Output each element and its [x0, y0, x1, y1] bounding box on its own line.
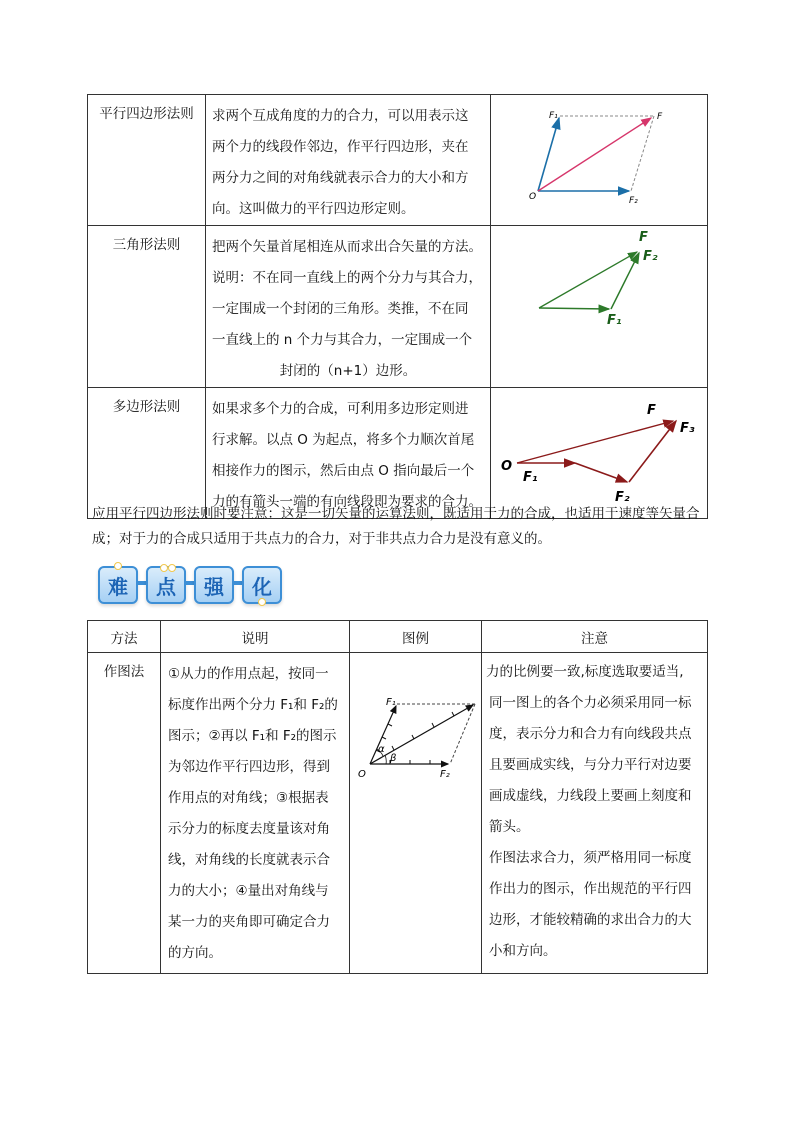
- text-line: 标度作出两个分力 F₁和 F₂的: [168, 697, 338, 713]
- graphic-method-figure: [350, 653, 482, 974]
- note-paragraph: [486, 657, 703, 843]
- f1-arrow: [539, 308, 609, 309]
- table-header-row: [88, 621, 708, 653]
- text-line: 度，表示分力和合力有向线段共点: [489, 726, 692, 742]
- text-line: 两分力之间的对角线就表示合力的大小和方: [212, 170, 469, 186]
- force-rules-table: [87, 94, 708, 519]
- text-line: 作出力的图示，作出规范的平行四: [489, 881, 692, 897]
- text-line: 把两个矢量首尾相连从而求出合矢量的方法。: [212, 239, 482, 255]
- text-line: 同一图上的各个力必须采用同一标: [489, 695, 692, 711]
- text-line: 示分力的标度去度量该对角: [168, 821, 330, 837]
- header-method: 方法: [88, 621, 161, 653]
- origin-label: O: [358, 769, 366, 780]
- banner-char: 难: [98, 566, 138, 604]
- text-line: 求两个互成角度的力的合力，可以用表示这: [212, 108, 469, 124]
- f1-label: F₁: [549, 111, 558, 121]
- table-row: [88, 388, 708, 519]
- text-line: ①从力的作用点起，按同一: [168, 666, 329, 682]
- rule-description: [206, 388, 491, 519]
- note-paragraph: [489, 843, 703, 967]
- resultant-arrow: [517, 421, 673, 463]
- banner-char: 强: [194, 566, 234, 604]
- f3-label: F₃: [680, 421, 695, 436]
- method-notes: [482, 653, 708, 974]
- resultant-arrow: [539, 252, 637, 308]
- f2-label: F₂: [629, 196, 638, 206]
- f1-label: F₁: [386, 697, 396, 708]
- text-line: 两个力的线段作邻边，作平行四边形，夹在: [212, 139, 469, 155]
- text-line: 小和方向。: [489, 943, 557, 959]
- graphic-method-diagram: [350, 653, 482, 783]
- parallelogram-figure: [491, 95, 708, 226]
- text-line: 力的大小；④量出对角线与: [168, 883, 329, 899]
- decor-dot: [160, 564, 168, 572]
- text-line: 说明：不在同一直线上的两个分力与其合力，: [212, 270, 482, 286]
- alpha-label: α: [378, 744, 385, 755]
- text-line: 边形，才能较精确的求出合力的大: [489, 912, 692, 928]
- f2-label: F₂: [440, 769, 450, 780]
- rule-description: [206, 95, 491, 226]
- f2-label: F₂: [615, 490, 630, 505]
- beta-label: β: [390, 753, 397, 764]
- text-line: 力的有箭头一端的有向线段即为要求的合力。: [212, 494, 482, 510]
- text-line: 箭头。: [489, 819, 530, 835]
- text-line: 一直线上的 n 个力与其合力，一定围成一个: [212, 332, 473, 348]
- dashed-side: [631, 116, 654, 191]
- rule-description: [206, 226, 491, 388]
- text-line: 力的比例要一致,标度选取要适当,: [486, 664, 684, 680]
- f1-label: F₁: [607, 313, 622, 328]
- banner-char: 点: [146, 566, 186, 604]
- header-notes: 注意: [482, 621, 708, 653]
- rule-name: 平行四边形法则: [88, 95, 206, 226]
- f-label: F: [639, 230, 648, 245]
- polygon-diagram: [491, 388, 708, 513]
- text-line: 的方向。: [168, 945, 222, 961]
- beta-arc: [385, 755, 386, 764]
- parallelogram-diagram: [491, 95, 708, 222]
- polygon-figure: [491, 388, 708, 519]
- text-line: 线，对角线的长度就表示合: [168, 852, 330, 868]
- text-line: 向。这叫做力的平行四边形定则。: [212, 201, 415, 217]
- table-row: [88, 226, 708, 388]
- table-row: [88, 653, 708, 974]
- decor-dot: [258, 598, 266, 606]
- text-line: 如果求多个力的合成，可利用多边形定则进: [212, 401, 469, 417]
- origin-label: O: [501, 459, 513, 474]
- text-line: 一定围成一个封闭的三角形。类推，不在同: [212, 301, 469, 317]
- banner-char: 化: [242, 566, 282, 604]
- text-line: 作用点的对角线；③根据表: [168, 790, 329, 806]
- text-line: 封闭的（n+1）边形。: [279, 363, 417, 379]
- decor-dot: [114, 562, 122, 570]
- text-line: 且要画成实线，与分力平行对边要: [489, 757, 692, 773]
- f2-arrow: [575, 463, 627, 482]
- header-figure: 图例: [350, 621, 482, 653]
- f1-label: F₁: [523, 470, 538, 485]
- method-table: [87, 620, 708, 974]
- text-line: 画成虚线，力线段上要画上刻度和: [489, 788, 692, 804]
- rule-name: 多边形法则: [88, 388, 206, 519]
- method-explanation: [161, 653, 350, 974]
- origin-label: O: [529, 192, 537, 202]
- f-label: F: [647, 403, 656, 418]
- f2-label: F₂: [643, 249, 658, 264]
- text-line: 为邻边作平行四边形，得到: [168, 759, 330, 775]
- triangle-figure: [491, 226, 708, 388]
- rule-name: 三角形法则: [88, 226, 206, 388]
- dashed-side: [450, 704, 475, 764]
- text-line: 相接作力的图示，然后由点 O 指向最后一个: [212, 463, 475, 479]
- application-note: 应用平行四边形法则时要注意：这是一切矢量的运算法则，既适用于力的合成，也适用于速度等矢量合成；对于力的合成只适用于共点力的合力，对于非共点力合力是没有意义的。: [92, 506, 700, 547]
- triangle-diagram: [491, 226, 708, 381]
- text-line: 图示；②再以 F₁和 F₂的图示: [168, 728, 337, 744]
- text-line: 作图法求合力，须严格用同一标度: [489, 850, 692, 866]
- f2-arrow: [611, 253, 639, 309]
- f-label: F: [657, 112, 663, 122]
- header-explain: 说明: [161, 621, 350, 653]
- section-banner: [98, 562, 288, 608]
- method-name: 作图法: [88, 653, 161, 974]
- text-line: 某一力的夹角即可确定合力: [168, 914, 330, 930]
- text-line: 行求解。以点 O 为起点，将多个力顺次首尾: [212, 432, 475, 448]
- f3-arrow: [629, 421, 676, 482]
- table-row: [88, 95, 708, 226]
- decor-dot: [168, 564, 176, 572]
